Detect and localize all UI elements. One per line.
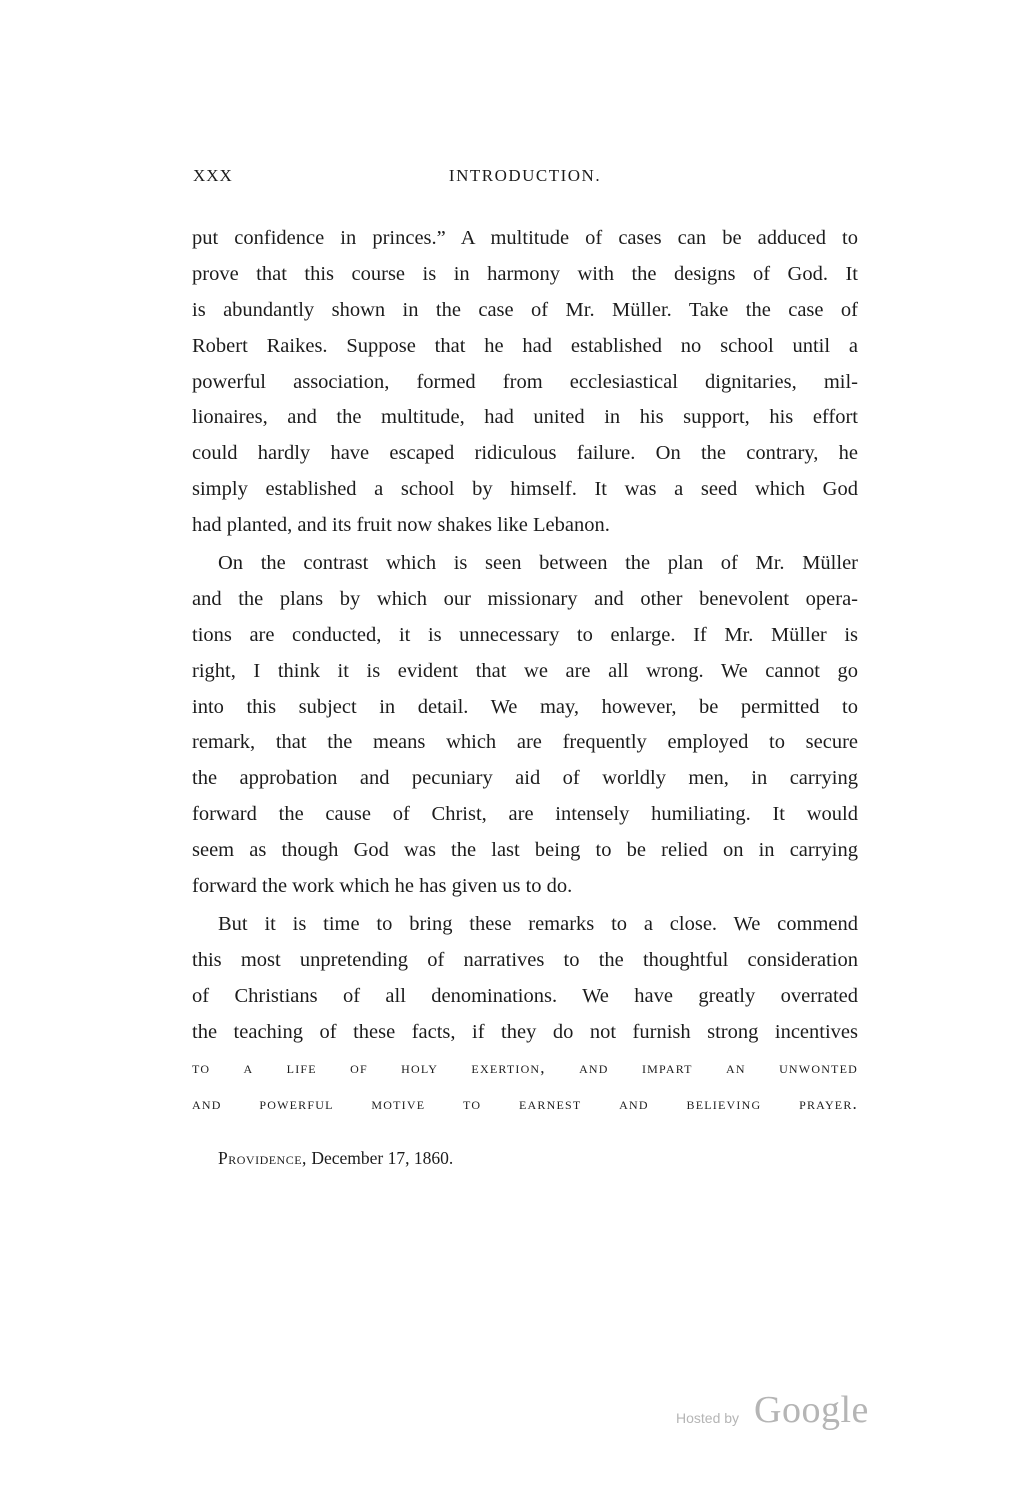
text-line: remark, that the means which are frequently employed to secure <box>192 731 858 754</box>
paragraph-2 <box>192 546 858 905</box>
text-line: simply established a school by himself. It was a seed which God <box>192 478 858 501</box>
body-text <box>192 221 858 1122</box>
text-line: had planted, and its fruit now shakes like Lebanon. <box>192 514 610 537</box>
text-line: Robert Raikes. Suppose that he had established no school until a <box>192 334 858 357</box>
text-line: and the plans by which our missionary and other benevolent opera- <box>192 587 858 610</box>
page-number: XXX <box>193 166 233 185</box>
text-line: could hardly have escaped ridiculous failure. On the contrary, he <box>192 442 858 465</box>
text-line: this most unpretending of narratives to the thoughtful consideration <box>192 948 858 971</box>
google-watermark <box>676 1388 886 1438</box>
text-line: of Christians of all denominations. We have greatly overrated <box>192 984 858 1007</box>
text-line: But it is time to bring these remarks to a close. We commend <box>218 912 858 935</box>
text-line: tions are conducted, it is unnecessary to enlarge. If Mr. Müller is <box>192 623 858 646</box>
text-line: On the contrast which is seen between the plan of Mr. Müller <box>218 552 858 575</box>
text-line: forward the work which he has given us to do. <box>192 875 573 898</box>
text-line: forward the cause of Christ, are intensely humiliating. It would <box>192 803 858 826</box>
text-line: lionaires, and the multitude, had united in his support, his effort <box>192 406 858 429</box>
text-line: the teaching of these facts, if they do not furnish strong incentives <box>192 1020 858 1043</box>
text-line: powerful association, formed from ecclesiastical dignitaries, mil- <box>192 370 858 393</box>
running-title: INTRODUCTION. <box>448 166 602 185</box>
smallcaps-line: and powerful motive to earnest and believing prayer. <box>192 1094 858 1114</box>
hosted-by-label: Hosted by <box>676 1410 740 1426</box>
text-line: right, I think it is evident that we are all wrong. We cannot go <box>192 659 858 682</box>
text-line: is abundantly shown in the case of Mr. Müller. Take the case of <box>192 298 858 321</box>
text-line: put confidence in princes.” A multitude of cases can be adduced to <box>192 227 858 249</box>
paragraph-1 <box>192 221 858 544</box>
paragraph-3 <box>192 907 858 1122</box>
text-line: the approbation and pecuniary aid of worldly men, in carrying <box>192 767 858 790</box>
signoff <box>218 1148 453 1169</box>
signoff-place: Providence, <box>218 1148 307 1168</box>
text-line: prove that this course is in harmony with the designs of God. It <box>192 262 858 285</box>
smallcaps-line: to a life of holy exertion, and impart an unwonted <box>192 1058 858 1078</box>
text-line: seem as though God was the last being to be relied on in carrying <box>192 839 858 862</box>
page-header <box>193 166 857 194</box>
google-logo: Google <box>754 1389 869 1431</box>
signoff-date: December 17, 1860. <box>311 1148 454 1168</box>
text-line: into this subject in detail. We may, however, be permitted to <box>192 695 858 718</box>
